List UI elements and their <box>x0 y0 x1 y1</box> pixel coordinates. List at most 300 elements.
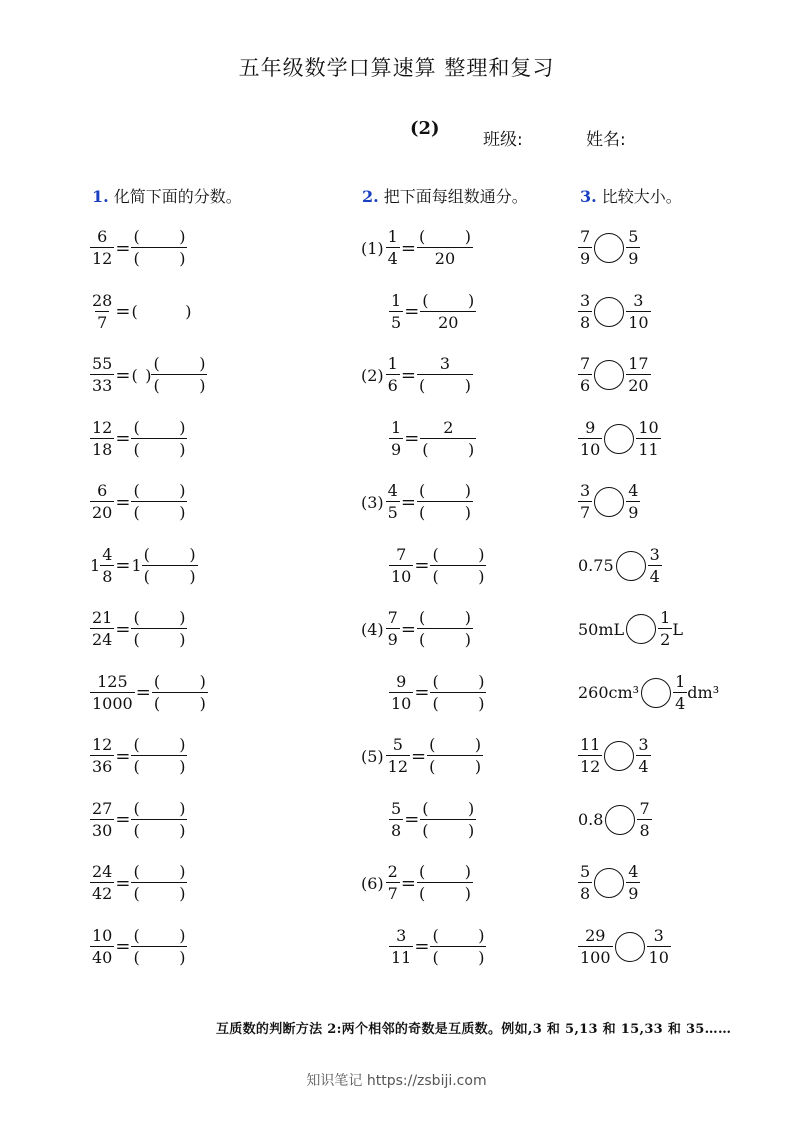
numerator <box>131 483 187 501</box>
denominator <box>151 374 207 394</box>
numerator: 29 <box>585 925 606 945</box>
fraction <box>386 483 400 521</box>
denominator: 8 <box>102 566 113 586</box>
answer-fraction[interactable] <box>427 737 483 775</box>
denominator <box>417 374 473 394</box>
group-label: (6) <box>361 873 384 893</box>
denominator: 30 <box>92 820 113 840</box>
numerator: 6 <box>97 227 108 246</box>
denominator: 4 <box>638 757 649 776</box>
denominator <box>131 946 187 966</box>
left-value: 0.75 <box>578 556 614 575</box>
denominator: 20 <box>420 311 476 331</box>
footer-watermark: 知识笔记 https://zsbiji.com <box>306 1073 487 1089</box>
denominator <box>430 565 486 585</box>
fraction <box>386 864 400 902</box>
answer-fraction[interactable] <box>131 229 187 267</box>
answer-fraction[interactable] <box>131 864 187 902</box>
section-number: 3. <box>580 187 597 206</box>
fraction <box>578 737 602 775</box>
simplify-row <box>90 797 187 843</box>
numerator: 21 <box>92 608 113 627</box>
compare-circle[interactable] <box>615 932 645 962</box>
numerator <box>430 547 486 565</box>
denominator <box>131 628 187 648</box>
denominator <box>417 882 473 902</box>
denominator <box>131 755 187 775</box>
denominator <box>131 819 187 839</box>
answer-fraction[interactable] <box>152 674 208 712</box>
answer-fraction[interactable] <box>131 737 187 775</box>
answer-fraction[interactable] <box>417 483 473 521</box>
left-value: 0.8 <box>578 810 604 829</box>
answer-fraction[interactable] <box>131 483 187 521</box>
numerator: 5 <box>580 862 591 881</box>
numerator: 55 <box>92 354 113 373</box>
numerator: 12 <box>92 417 113 437</box>
fraction <box>389 290 403 332</box>
numerator: 7 <box>580 354 591 373</box>
fraction <box>389 798 403 840</box>
denominator: 7 <box>387 884 398 903</box>
denominator <box>131 501 187 521</box>
fraction <box>626 864 640 902</box>
compare-circle[interactable] <box>594 868 624 898</box>
fraction <box>386 610 400 648</box>
numerator: 7 <box>387 608 398 627</box>
compare-circle[interactable] <box>626 614 656 644</box>
answer-fraction[interactable] <box>420 293 476 331</box>
fraction <box>90 417 114 459</box>
numerator: 125 <box>97 671 128 691</box>
numerator <box>131 737 187 755</box>
simplify-row <box>90 416 187 462</box>
numerator <box>142 547 198 565</box>
denominator: 9 <box>628 503 639 522</box>
whole-number: 1 <box>90 556 101 575</box>
compare-row <box>578 352 651 398</box>
equals-sign: = <box>115 301 131 322</box>
equals-sign: = <box>404 428 420 449</box>
fraction <box>637 798 651 840</box>
compare-circle[interactable] <box>594 360 624 390</box>
whole-number: 1 <box>131 556 142 575</box>
numerator: 12 <box>92 735 113 754</box>
numerator <box>420 293 476 311</box>
equals-sign: = <box>404 809 420 830</box>
numerator: 4 <box>628 862 639 881</box>
compare-circle[interactable] <box>594 487 624 517</box>
denominator: 4 <box>675 693 686 713</box>
answer-fraction[interactable] <box>131 420 187 458</box>
equals-sign: = <box>411 745 427 767</box>
denominator: 9 <box>628 884 639 903</box>
fraction <box>647 925 671 967</box>
equals-sign: = <box>115 364 131 386</box>
numerator: 2 <box>387 862 398 881</box>
fraction <box>386 229 400 267</box>
denominator: 40 <box>92 947 113 967</box>
fraction <box>90 737 114 775</box>
numerator: 28 <box>92 290 113 310</box>
answer-fraction[interactable] <box>420 801 476 839</box>
class-label: 班级: <box>483 130 523 150</box>
denominator: 33 <box>92 376 113 395</box>
fraction <box>386 737 410 775</box>
numerator <box>151 356 207 374</box>
numerator: 1 <box>675 671 686 691</box>
denominator: 8 <box>391 820 402 840</box>
equals-sign: = <box>400 872 416 894</box>
simplify-row <box>90 225 187 271</box>
equals-sign: = <box>115 936 131 957</box>
denominator: 7 <box>97 312 108 332</box>
answer-fraction[interactable] <box>430 674 486 712</box>
section-text: 把下面每组数通分。 <box>383 187 528 206</box>
numerator: 9 <box>396 671 407 691</box>
denominator: 18 <box>92 439 113 459</box>
fraction <box>578 864 592 902</box>
equals-sign: = <box>115 237 131 259</box>
fraction <box>389 925 413 967</box>
fraction <box>90 229 114 267</box>
equals-sign: = <box>115 745 131 767</box>
section-3-heading <box>580 184 682 207</box>
numerator: 10 <box>92 925 113 945</box>
fraction <box>90 483 114 521</box>
fraction <box>578 290 592 332</box>
compare-circle[interactable] <box>605 805 635 835</box>
left-value: 260cm³ <box>578 683 640 702</box>
denominator: 20 <box>92 503 113 522</box>
simplify-row <box>90 543 198 589</box>
numerator: 3 <box>633 290 644 310</box>
answer-fraction[interactable] <box>420 417 476 458</box>
common-denominator-row <box>361 225 473 271</box>
common-denominator-row <box>361 733 483 779</box>
numerator: 6 <box>97 481 108 500</box>
fraction <box>90 798 114 840</box>
denominator <box>131 438 187 458</box>
denominator <box>417 628 473 648</box>
common-denominator-row <box>389 924 486 970</box>
fraction <box>626 483 640 521</box>
fraction <box>578 356 592 394</box>
denominator: 36 <box>92 757 113 776</box>
answer-fraction[interactable] <box>131 610 187 648</box>
fraction <box>386 356 400 394</box>
numerator: 4 <box>102 544 113 564</box>
numerator <box>131 420 187 438</box>
fraction <box>626 356 650 394</box>
part-number: (2) <box>410 118 440 139</box>
answer-fraction[interactable] <box>417 356 473 394</box>
numerator <box>417 483 473 501</box>
denominator: 6 <box>580 376 591 395</box>
simplify-row <box>90 289 191 335</box>
compare-row <box>578 860 640 906</box>
numerator <box>131 801 187 819</box>
denominator: 5 <box>391 312 402 332</box>
unit-label: dm³ <box>687 683 720 702</box>
equals-sign: = <box>115 555 131 576</box>
denominator: 10 <box>648 947 669 967</box>
fraction <box>658 610 672 648</box>
equals-sign: = <box>115 872 131 894</box>
numerator <box>417 864 473 882</box>
name-label: 姓名: <box>586 130 626 150</box>
fraction <box>90 864 114 902</box>
numerator: 1 <box>660 608 671 627</box>
compare-circle[interactable] <box>641 678 671 708</box>
numerator <box>417 229 473 247</box>
denominator: 100 <box>580 947 611 967</box>
unit-label: L <box>672 619 683 639</box>
section-text: 化简下面的分数。 <box>113 187 242 206</box>
equals-sign: = <box>115 809 131 830</box>
numerator <box>430 674 486 692</box>
denominator: 7 <box>580 503 591 522</box>
numerator <box>131 229 187 247</box>
denominator: 5 <box>387 503 398 522</box>
denominator: 1000 <box>92 693 133 713</box>
fraction <box>578 417 602 459</box>
section-text: 比较大小。 <box>601 187 682 206</box>
compare-row <box>578 670 719 716</box>
denominator: 10 <box>391 693 412 713</box>
fraction <box>578 229 592 267</box>
numerator: 4 <box>628 481 639 500</box>
numerator: 7 <box>639 798 650 818</box>
compare-row <box>578 289 651 335</box>
numerator: 3 <box>580 481 591 500</box>
common-denominator-row <box>389 289 476 335</box>
group-label: (3) <box>361 492 384 512</box>
equals-sign: = <box>135 682 151 703</box>
fraction <box>578 925 613 967</box>
common-denominator-row <box>389 543 486 589</box>
denominator <box>131 247 187 267</box>
page-title: 五年级数学口算速算 整理和复习 <box>238 56 555 80</box>
denominator <box>417 501 473 521</box>
denominator <box>430 946 486 966</box>
equals-sign: = <box>115 491 131 513</box>
answer-fraction[interactable] <box>417 864 473 902</box>
denominator: 6 <box>387 376 398 395</box>
common-denominator-row <box>389 416 476 462</box>
numerator: 1 <box>387 227 398 246</box>
numerator: 11 <box>580 735 601 754</box>
answer-fraction[interactable] <box>430 547 486 585</box>
answer-blank[interactable] <box>131 302 191 321</box>
numerator: 5 <box>628 227 639 246</box>
equals-sign: = <box>400 364 416 386</box>
group-label: (2) <box>361 365 384 385</box>
denominator: 9 <box>387 630 398 649</box>
fraction <box>626 229 640 267</box>
denominator <box>420 438 476 458</box>
denominator: 9 <box>580 249 591 268</box>
numerator: 10 <box>638 417 659 437</box>
denominator <box>152 692 208 712</box>
common-denominator-row <box>361 606 473 652</box>
numerator: 5 <box>391 798 402 818</box>
denominator <box>430 692 486 712</box>
denominator: 10 <box>628 312 649 332</box>
numerator: 3 <box>653 925 664 945</box>
group-label: (4) <box>361 619 384 639</box>
answer-fraction[interactable] <box>131 928 187 966</box>
fraction <box>636 737 650 775</box>
common-denominator-row <box>361 352 473 398</box>
compare-row <box>578 479 640 525</box>
answer-fraction[interactable] <box>417 610 473 648</box>
numerator: 1 <box>391 290 402 310</box>
denominator: 8 <box>580 312 591 332</box>
common-denominator-row <box>389 797 476 843</box>
compare-circle[interactable] <box>604 424 634 454</box>
numerator: 7 <box>580 227 591 246</box>
simplify-row <box>90 606 187 652</box>
numerator: 1 <box>387 354 398 373</box>
numerator: 3 <box>396 925 407 945</box>
equals-sign: = <box>400 491 416 513</box>
denominator <box>142 565 198 585</box>
compare-circle[interactable] <box>604 741 634 771</box>
numerator: 7 <box>396 544 407 564</box>
compare-row <box>578 543 662 589</box>
numerator: 4 <box>387 481 398 500</box>
section-number: 2. <box>362 187 379 206</box>
answer-fraction[interactable] <box>151 356 207 394</box>
common-denominator-row <box>361 860 473 906</box>
simplify-row <box>90 860 187 906</box>
numerator: 3 <box>580 290 591 310</box>
group-label: (5) <box>361 746 384 766</box>
denominator: 9 <box>391 439 402 459</box>
denominator: 9 <box>628 249 639 268</box>
fraction <box>389 417 403 459</box>
equals-sign: = <box>400 618 416 640</box>
denominator: 8 <box>639 820 650 840</box>
denominator: 42 <box>92 884 113 903</box>
simplify-row <box>90 670 208 716</box>
fraction <box>626 290 650 332</box>
numerator <box>131 610 187 628</box>
fraction <box>389 544 413 586</box>
numerator <box>152 674 208 692</box>
compare-row <box>578 733 651 779</box>
fraction <box>90 290 114 332</box>
numerator: 27 <box>92 798 113 818</box>
compare-row <box>578 797 652 843</box>
equals-sign: = <box>414 936 430 957</box>
tip-note: 互质数的判断方法 2:两个相邻的奇数是互质数。例如,3 和 5,13 和 15,33 和 35…… <box>216 1022 732 1037</box>
denominator: 12 <box>387 757 409 776</box>
denominator: 20 <box>628 376 649 395</box>
denominator <box>131 882 187 902</box>
denominator: 10 <box>580 439 601 459</box>
numerator: 3 <box>439 354 451 373</box>
answer-fraction[interactable] <box>417 229 473 267</box>
denominator: 11 <box>638 439 659 459</box>
numerator: 3 <box>638 735 649 754</box>
numerator: 2 <box>443 417 454 437</box>
denominator <box>420 819 476 839</box>
numerator: 3 <box>649 544 660 564</box>
fraction <box>100 544 114 586</box>
compare-circle[interactable] <box>594 233 624 263</box>
denominator: 4 <box>649 566 660 586</box>
fraction <box>648 544 662 586</box>
denominator <box>427 755 483 775</box>
fraction <box>636 417 660 459</box>
denominator: 10 <box>391 566 412 586</box>
left-value: 50mL <box>578 619 625 639</box>
simplify-row <box>90 924 187 970</box>
compare-row <box>578 416 661 462</box>
denominator: 8 <box>580 884 591 903</box>
answer-blank[interactable] <box>131 366 151 385</box>
numerator <box>420 801 476 819</box>
numerator <box>430 928 486 946</box>
equals-sign: = <box>414 555 430 576</box>
numerator: 24 <box>92 862 113 881</box>
denominator: 4 <box>387 249 398 268</box>
answer-fraction[interactable] <box>430 928 486 966</box>
fraction <box>90 610 114 648</box>
fraction <box>673 671 687 713</box>
compare-row <box>578 225 640 271</box>
section-1-heading <box>92 184 242 207</box>
equals-sign: = <box>115 428 131 449</box>
numerator <box>427 737 483 755</box>
denominator: 12 <box>580 757 601 776</box>
answer-fraction[interactable] <box>131 801 187 839</box>
simplify-row <box>90 733 187 779</box>
numerator <box>131 864 187 882</box>
compare-row <box>578 606 683 652</box>
fraction <box>90 925 114 967</box>
fraction <box>389 671 413 713</box>
denominator: 2 <box>660 630 671 649</box>
denominator: 24 <box>92 630 113 649</box>
answer-fraction[interactable] <box>142 547 198 585</box>
denominator: 11 <box>391 947 412 967</box>
section-2-heading <box>362 184 528 207</box>
common-denominator-row <box>361 479 473 525</box>
numerator: 1 <box>391 417 402 437</box>
common-denominator-row <box>389 670 486 716</box>
denominator: 12 <box>92 249 113 268</box>
compare-circle[interactable] <box>594 297 624 327</box>
denominator: 20 <box>417 247 473 267</box>
equals-sign: = <box>115 618 131 640</box>
numerator <box>131 928 187 946</box>
section-number: 1. <box>92 187 109 206</box>
fraction <box>90 671 135 713</box>
numerator: 17 <box>628 354 649 373</box>
group-label: (1) <box>361 238 384 258</box>
compare-circle[interactable] <box>616 551 646 581</box>
numerator: 9 <box>585 417 596 437</box>
equals-sign: = <box>400 237 416 259</box>
equals-sign: = <box>414 682 430 703</box>
simplify-row <box>90 479 187 525</box>
numerator <box>417 610 473 628</box>
numerator: 5 <box>392 735 403 754</box>
equals-sign: = <box>404 301 420 322</box>
